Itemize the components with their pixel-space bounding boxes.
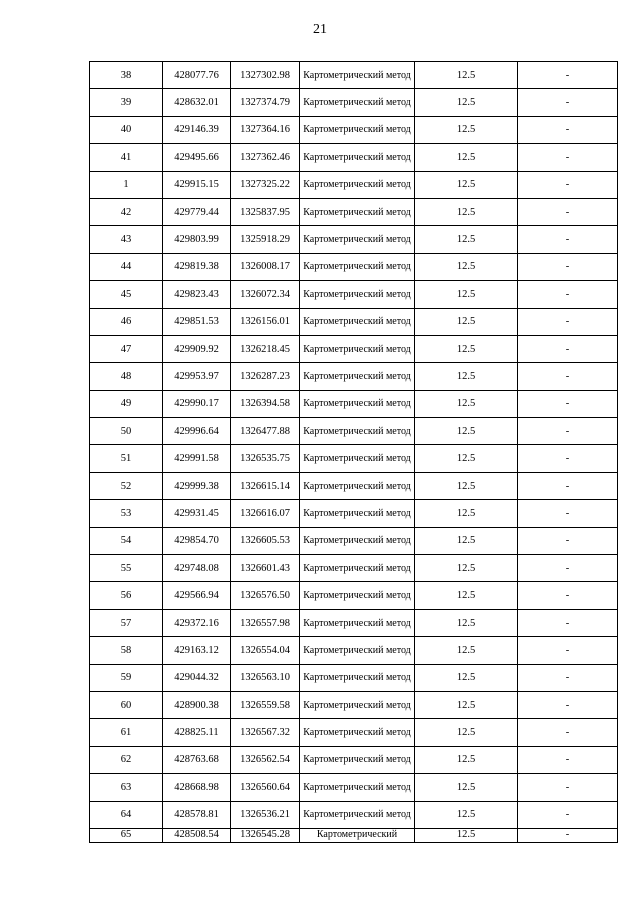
x-coordinate-cell: 428077.76 (163, 62, 231, 89)
point-number-cell: 44 (90, 253, 163, 280)
method-cell (300, 253, 415, 280)
method-text: Картометрический метод (303, 562, 411, 574)
y-coordinate-cell: 1326008.17 (231, 253, 300, 280)
method-cell (300, 198, 415, 225)
point-number-cell: 47 (90, 335, 163, 362)
note-cell: - (518, 774, 618, 801)
x-coordinate-cell: 428578.81 (163, 801, 231, 828)
x-coordinate-cell: 429372.16 (163, 609, 231, 636)
accuracy-cell: 12.5 (415, 719, 518, 746)
y-coordinate-cell: 1327302.98 (231, 62, 300, 89)
table-row (90, 89, 618, 116)
x-coordinate-cell: 429854.70 (163, 527, 231, 554)
method-cell (300, 774, 415, 801)
accuracy-cell: 12.5 (415, 390, 518, 417)
note-cell: - (518, 418, 618, 445)
note-cell: - (518, 253, 618, 280)
y-coordinate-cell: 1326615.14 (231, 472, 300, 499)
point-number-cell: 38 (90, 62, 163, 89)
method-text: Картометрический метод (303, 590, 411, 602)
method-cell (300, 582, 415, 609)
table-row (90, 390, 618, 417)
note-cell: - (518, 637, 618, 664)
x-coordinate-cell: 428900.38 (163, 691, 231, 718)
y-coordinate-cell: 1326554.04 (231, 637, 300, 664)
accuracy-cell: 12.5 (415, 226, 518, 253)
accuracy-cell: 12.5 (415, 664, 518, 691)
accuracy-cell: 12.5 (415, 801, 518, 828)
point-number-cell: 51 (90, 445, 163, 472)
table-row (90, 637, 618, 664)
note-cell: - (518, 555, 618, 582)
point-number-cell: 59 (90, 664, 163, 691)
table-row (90, 527, 618, 554)
y-coordinate-cell: 1326557.98 (231, 609, 300, 636)
point-number-cell: 56 (90, 582, 163, 609)
method-cell (300, 335, 415, 362)
accuracy-cell: 12.5 (415, 527, 518, 554)
table-row (90, 62, 618, 89)
point-number-cell: 63 (90, 774, 163, 801)
x-coordinate-cell: 429748.08 (163, 555, 231, 582)
table-row (90, 198, 618, 225)
point-number-cell: 62 (90, 746, 163, 773)
note-cell: - (518, 363, 618, 390)
note-cell: - (518, 801, 618, 828)
y-coordinate-cell: 1326563.10 (231, 664, 300, 691)
point-number-cell: 64 (90, 801, 163, 828)
note-cell: - (518, 226, 618, 253)
method-text: Картометрический (316, 828, 398, 840)
x-coordinate-cell: 428508.54 (163, 828, 231, 842)
method-cell (300, 746, 415, 773)
method-text: Картометрический метод (303, 781, 411, 793)
accuracy-cell: 12.5 (415, 418, 518, 445)
accuracy-cell: 12.5 (415, 171, 518, 198)
accuracy-cell: 12.5 (415, 116, 518, 143)
x-coordinate-cell: 429495.66 (163, 144, 231, 171)
table-row (90, 801, 618, 828)
x-coordinate-cell: 429566.94 (163, 582, 231, 609)
note-cell: - (518, 582, 618, 609)
point-number-cell: 45 (90, 281, 163, 308)
y-coordinate-cell: 1326545.28 (231, 828, 300, 842)
method-text: Картометрический метод (303, 535, 411, 547)
accuracy-cell: 12.5 (415, 89, 518, 116)
x-coordinate-cell: 429851.53 (163, 308, 231, 335)
accuracy-cell: 12.5 (415, 308, 518, 335)
note-cell: - (518, 445, 618, 472)
method-cell (300, 363, 415, 390)
page-number: 21 (313, 22, 327, 37)
method-text: Картометрический метод (303, 398, 411, 410)
point-number-cell: 41 (90, 144, 163, 171)
point-number-cell: 46 (90, 308, 163, 335)
note-cell: - (518, 746, 618, 773)
x-coordinate-cell: 429990.17 (163, 390, 231, 417)
point-number-cell: 57 (90, 609, 163, 636)
method-cell (300, 828, 415, 842)
method-text: Картометрический метод (303, 672, 411, 684)
x-coordinate-cell: 429991.58 (163, 445, 231, 472)
method-cell (300, 144, 415, 171)
note-cell: - (518, 500, 618, 527)
accuracy-cell: 12.5 (415, 363, 518, 390)
accuracy-cell: 12.5 (415, 637, 518, 664)
y-coordinate-cell: 1326616.07 (231, 500, 300, 527)
note-cell: - (518, 335, 618, 362)
method-cell (300, 609, 415, 636)
note-cell: - (518, 116, 618, 143)
table-row (90, 500, 618, 527)
method-text: Картометрический метод (303, 316, 411, 328)
y-coordinate-cell: 1326559.58 (231, 691, 300, 718)
method-text: Картометрический метод (303, 234, 411, 246)
table-row (90, 664, 618, 691)
accuracy-cell: 12.5 (415, 582, 518, 609)
y-coordinate-cell: 1326156.01 (231, 308, 300, 335)
y-coordinate-cell: 1326605.53 (231, 527, 300, 554)
note-cell: - (518, 308, 618, 335)
table-row (90, 335, 618, 362)
method-text: Картометрический метод (303, 425, 411, 437)
y-coordinate-cell: 1326567.32 (231, 719, 300, 746)
accuracy-cell: 12.5 (415, 774, 518, 801)
y-coordinate-cell: 1326562.54 (231, 746, 300, 773)
y-coordinate-cell: 1325837.95 (231, 198, 300, 225)
method-text: Картометрический метод (303, 288, 411, 300)
method-text: Картометрический метод (303, 644, 411, 656)
point-number-cell: 48 (90, 363, 163, 390)
method-text: Картометрический метод (303, 727, 411, 739)
table-row (90, 691, 618, 718)
method-text: Картометрический метод (303, 206, 411, 218)
method-text: Картометрический метод (303, 69, 411, 81)
method-cell (300, 801, 415, 828)
y-coordinate-cell: 1327374.79 (231, 89, 300, 116)
accuracy-cell: 12.5 (415, 555, 518, 582)
method-cell (300, 89, 415, 116)
table-row (90, 171, 618, 198)
y-coordinate-cell: 1326394.58 (231, 390, 300, 417)
y-coordinate-cell: 1326536.21 (231, 801, 300, 828)
table-row (90, 363, 618, 390)
y-coordinate-cell: 1327362.46 (231, 144, 300, 171)
method-text: Картометрический метод (303, 261, 411, 273)
x-coordinate-cell: 429779.44 (163, 198, 231, 225)
method-text: Картометрический метод (303, 151, 411, 163)
note-cell: - (518, 828, 618, 842)
x-coordinate-cell: 429823.43 (163, 281, 231, 308)
accuracy-cell: 12.5 (415, 609, 518, 636)
method-cell (300, 308, 415, 335)
method-cell (300, 116, 415, 143)
point-number-cell: 65 (90, 828, 163, 842)
x-coordinate-cell: 429915.15 (163, 171, 231, 198)
x-coordinate-cell: 428825.11 (163, 719, 231, 746)
method-cell (300, 500, 415, 527)
method-cell (300, 226, 415, 253)
table-row (90, 281, 618, 308)
y-coordinate-cell: 1326072.34 (231, 281, 300, 308)
x-coordinate-cell: 428668.98 (163, 774, 231, 801)
y-coordinate-cell: 1326477.88 (231, 418, 300, 445)
coordinates-table (89, 61, 618, 843)
point-number-cell: 55 (90, 555, 163, 582)
table-row (90, 308, 618, 335)
method-cell (300, 719, 415, 746)
method-text: Картометрический метод (303, 453, 411, 465)
method-text: Картометрический метод (303, 699, 411, 711)
x-coordinate-cell: 429996.64 (163, 418, 231, 445)
y-coordinate-cell: 1326287.23 (231, 363, 300, 390)
method-cell (300, 527, 415, 554)
table-row (90, 253, 618, 280)
method-text: Картометрический метод (303, 343, 411, 355)
accuracy-cell: 12.5 (415, 253, 518, 280)
table-row (90, 418, 618, 445)
x-coordinate-cell: 429044.32 (163, 664, 231, 691)
x-coordinate-cell: 429819.38 (163, 253, 231, 280)
table-row (90, 582, 618, 609)
x-coordinate-cell: 429931.45 (163, 500, 231, 527)
x-coordinate-cell: 429999.38 (163, 472, 231, 499)
table-row (90, 555, 618, 582)
note-cell: - (518, 281, 618, 308)
point-number-cell: 61 (90, 719, 163, 746)
table-row (90, 719, 618, 746)
note-cell: - (518, 171, 618, 198)
method-cell (300, 390, 415, 417)
accuracy-cell: 12.5 (415, 828, 518, 842)
note-cell: - (518, 89, 618, 116)
method-cell (300, 637, 415, 664)
accuracy-cell: 12.5 (415, 281, 518, 308)
y-coordinate-cell: 1327325.22 (231, 171, 300, 198)
y-coordinate-cell: 1325918.29 (231, 226, 300, 253)
note-cell: - (518, 609, 618, 636)
accuracy-cell: 12.5 (415, 746, 518, 773)
table-row (90, 746, 618, 773)
x-coordinate-cell: 429163.12 (163, 637, 231, 664)
method-cell (300, 418, 415, 445)
method-cell (300, 472, 415, 499)
point-number-cell: 43 (90, 226, 163, 253)
x-coordinate-cell: 429909.92 (163, 335, 231, 362)
point-number-cell: 1 (90, 171, 163, 198)
method-cell (300, 281, 415, 308)
method-cell (300, 62, 415, 89)
table-row (90, 144, 618, 171)
method-text: Картометрический метод (303, 480, 411, 492)
accuracy-cell: 12.5 (415, 500, 518, 527)
accuracy-cell: 12.5 (415, 335, 518, 362)
method-text: Картометрический метод (303, 179, 411, 191)
method-cell (300, 691, 415, 718)
accuracy-cell: 12.5 (415, 198, 518, 225)
point-number-cell: 52 (90, 472, 163, 499)
y-coordinate-cell: 1326218.45 (231, 335, 300, 362)
point-number-cell: 58 (90, 637, 163, 664)
point-number-cell: 60 (90, 691, 163, 718)
y-coordinate-cell: 1326560.64 (231, 774, 300, 801)
accuracy-cell: 12.5 (415, 144, 518, 171)
x-coordinate-cell: 428763.68 (163, 746, 231, 773)
accuracy-cell: 12.5 (415, 472, 518, 499)
point-number-cell: 53 (90, 500, 163, 527)
method-text: Картометрический метод (303, 124, 411, 136)
point-number-cell: 49 (90, 390, 163, 417)
point-number-cell: 50 (90, 418, 163, 445)
note-cell: - (518, 719, 618, 746)
point-number-cell: 54 (90, 527, 163, 554)
method-cell (300, 445, 415, 472)
table-row (90, 226, 618, 253)
x-coordinate-cell: 429146.39 (163, 116, 231, 143)
method-cell (300, 664, 415, 691)
note-cell: - (518, 472, 618, 499)
note-cell: - (518, 390, 618, 417)
method-text: Картометрический метод (303, 809, 411, 821)
accuracy-cell: 12.5 (415, 691, 518, 718)
point-number-cell: 39 (90, 89, 163, 116)
table-row (90, 116, 618, 143)
table-row (90, 828, 618, 842)
table-row (90, 445, 618, 472)
method-text: Картометрический метод (303, 617, 411, 629)
note-cell: - (518, 144, 618, 171)
y-coordinate-cell: 1326576.50 (231, 582, 300, 609)
method-text: Картометрический метод (303, 754, 411, 766)
x-coordinate-cell: 429953.97 (163, 363, 231, 390)
note-cell: - (518, 664, 618, 691)
y-coordinate-cell: 1326601.43 (231, 555, 300, 582)
accuracy-cell: 12.5 (415, 445, 518, 472)
note-cell: - (518, 198, 618, 225)
x-coordinate-cell: 429803.99 (163, 226, 231, 253)
y-coordinate-cell: 1326535.75 (231, 445, 300, 472)
method-text: Картометрический метод (303, 507, 411, 519)
method-text: Картометрический метод (303, 370, 411, 382)
y-coordinate-cell: 1327364.16 (231, 116, 300, 143)
point-number-cell: 40 (90, 116, 163, 143)
note-cell: - (518, 527, 618, 554)
table-row (90, 472, 618, 499)
method-text: Картометрический метод (303, 97, 411, 109)
method-cell (300, 555, 415, 582)
table-row (90, 774, 618, 801)
table-row (90, 609, 618, 636)
x-coordinate-cell: 428632.01 (163, 89, 231, 116)
note-cell: - (518, 62, 618, 89)
method-cell (300, 171, 415, 198)
accuracy-cell: 12.5 (415, 62, 518, 89)
note-cell: - (518, 691, 618, 718)
point-number-cell: 42 (90, 198, 163, 225)
